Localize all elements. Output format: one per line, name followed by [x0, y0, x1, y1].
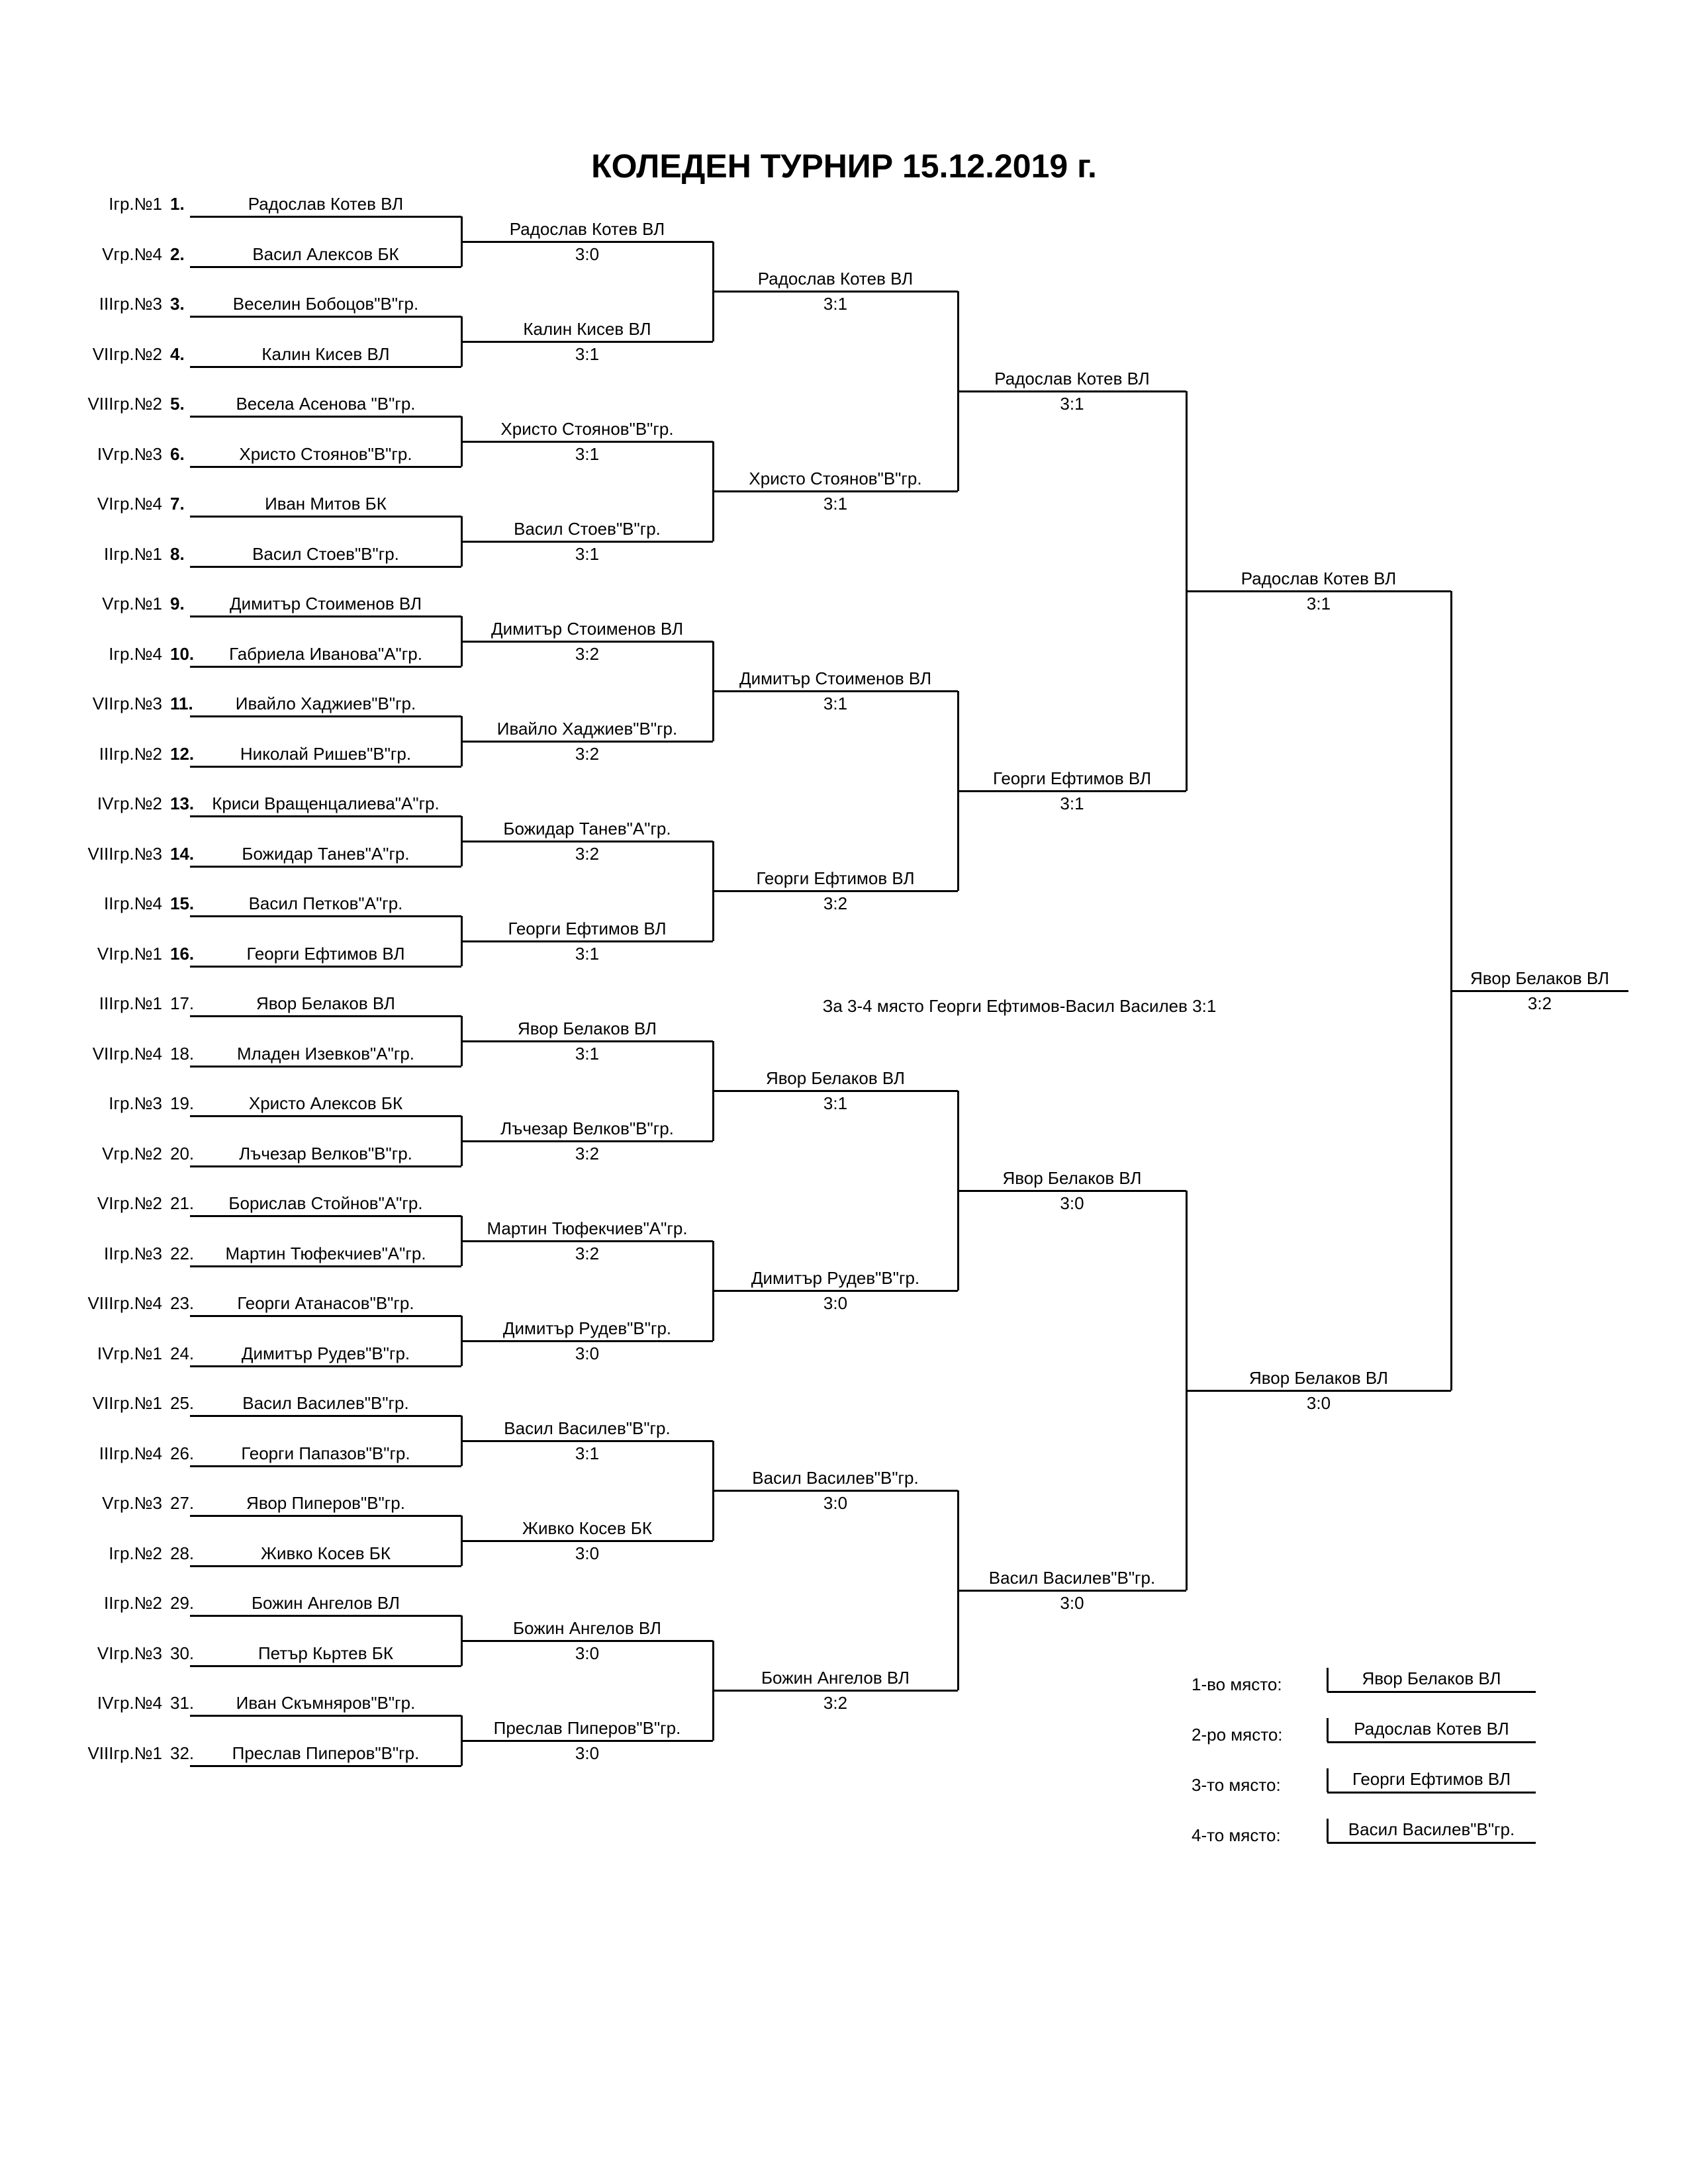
entrant-group: IVгр.№3 [97, 443, 162, 464]
match-winner: Георги Ефтимов ВЛ [992, 768, 1152, 789]
entrant-group: Iгр.№2 [109, 1543, 162, 1563]
bracket-line [461, 1140, 713, 1142]
entrant-group: Iгр.№4 [109, 643, 162, 664]
bracket-line [461, 741, 713, 743]
entrant-number: 25. [170, 1393, 195, 1413]
entrant-group: VIIIгр.№1 [87, 1743, 162, 1763]
third-place-note: За 3-4 място Георги Ефтимов-Васил Василев 3:1 [822, 996, 1217, 1016]
entrant-group: VIIIгр.№4 [87, 1293, 162, 1313]
match-score: 3:0 [575, 1643, 600, 1663]
match-winner: Божин Ангелов ВЛ [512, 1617, 661, 1638]
match-score: 3:2 [823, 1693, 848, 1713]
entrant-group: IIгр.№2 [104, 1593, 162, 1613]
entrant-group: Iгр.№1 [109, 194, 162, 214]
entrant-name: Димитър Стоименов ВЛ [229, 594, 422, 614]
entrant-group: VIгр.№3 [97, 1643, 162, 1663]
entrant-name: Васил Алексов БК [252, 244, 399, 264]
entrant-name: Живко Косев БК [260, 1543, 391, 1563]
bracket-line [461, 1040, 713, 1042]
entrant-name: Борислав Стойнов"А"гр. [228, 1193, 423, 1213]
bracket-line [1327, 1691, 1536, 1693]
bracket-line [190, 1215, 461, 1217]
entrant-name: Лъчезар Велков"В"гр. [239, 1143, 412, 1163]
match-winner: Преслав Пиперов"В"гр. [493, 1717, 681, 1738]
entrant-number: 22. [170, 1243, 195, 1263]
bracket-line [190, 1066, 461, 1068]
placement-label: 1-во място: [1192, 1674, 1282, 1694]
bracket-line [461, 441, 713, 443]
bracket-line [461, 1340, 713, 1342]
entrant-number: 9. [170, 594, 185, 614]
match-winner: Радослав Котев ВЛ [994, 369, 1150, 389]
match-winner: Васил Василев"В"гр. [988, 1568, 1156, 1588]
bracket-line [461, 1740, 713, 1742]
bracket-line [190, 516, 461, 518]
entrant-name: Габриела Иванова"А"гр. [229, 643, 422, 664]
match-score: 3:1 [1306, 594, 1331, 614]
match-score: 3:1 [823, 694, 848, 714]
entrant-number: 1. [170, 194, 185, 214]
entrant-number: 3. [170, 294, 185, 314]
bracket-line [190, 316, 461, 318]
bracket-line [713, 490, 958, 492]
match-winner: Георги Ефтимов ВЛ [756, 868, 915, 889]
entrant-name: Мартин Тюфекчиев"А"гр. [225, 1243, 426, 1263]
entrant-group: VIгр.№4 [97, 494, 162, 514]
entrant-group: VIгр.№1 [97, 943, 162, 964]
entrant-name: Ивайло Хаджиев"В"гр. [235, 694, 416, 713]
placement-label: 2-ро място: [1192, 1725, 1283, 1745]
entrant-number: 32. [170, 1743, 195, 1763]
match-winner: Радослав Котев ВЛ [1241, 569, 1397, 589]
entrant-group: IIIгр.№3 [99, 294, 162, 314]
bracket-line [190, 1415, 461, 1417]
entrant-number: 7. [170, 494, 185, 514]
bracket-line [461, 1240, 713, 1242]
entrant-group: IIIгр.№4 [99, 1443, 162, 1463]
bracket-line [1451, 990, 1628, 992]
placement-label: 3-то място: [1192, 1775, 1281, 1795]
entrant-name: Божин Ангелов ВЛ [251, 1593, 400, 1613]
entrant-number: 20. [170, 1143, 195, 1163]
entrant-group: Vгр.№2 [102, 1143, 162, 1163]
page-title: КОЛЕДЕН ТУРНИР 15.12.2019 г. [591, 148, 1097, 185]
match-winner: Васил Василев"В"гр. [504, 1418, 671, 1438]
match-winner: Божидар Танев"А"гр. [503, 818, 671, 839]
bracket-line [1327, 1741, 1536, 1743]
match-winner: Васил Стоев"В"гр. [514, 518, 661, 539]
match-score: 3:2 [575, 843, 600, 864]
match-winner: Христо Стоянов"В"гр. [749, 469, 922, 489]
match-score: 3:0 [1306, 1393, 1331, 1414]
entrant-name: Васил Василев"В"гр. [242, 1393, 409, 1413]
bracket-line [713, 1690, 958, 1692]
entrant-name: Весела Асенова "В"гр. [236, 394, 416, 414]
match-score: 3:1 [575, 443, 600, 464]
match-winner: Явор Белаков ВЛ [1470, 968, 1609, 989]
match-winner: Ивайло Хаджиев"В"гр. [496, 718, 678, 739]
entrant-number: 19. [170, 1093, 195, 1113]
bracket-line [1186, 1390, 1451, 1392]
bracket-line [1327, 1842, 1536, 1844]
match-winner: Димитър Рудев"В"гр. [502, 1318, 672, 1338]
entrant-name: Васил Петков"А"гр. [248, 893, 403, 913]
entrant-group: VIIIгр.№2 [87, 394, 162, 414]
entrant-number: 31. [170, 1693, 195, 1713]
match-winner: Явор Белаков ВЛ [1002, 1168, 1142, 1189]
match-score: 3:2 [823, 893, 848, 914]
match-winner: Радослав Котев ВЛ [509, 218, 665, 239]
bracket-line [190, 1315, 461, 1317]
bracket-line [190, 566, 461, 568]
entrant-group: VIIгр.№1 [92, 1393, 162, 1413]
entrant-group: VIIгр.№3 [92, 694, 162, 713]
bracket-line [461, 541, 713, 543]
entrant-name: Калин Кисев ВЛ [261, 343, 390, 364]
entrant-group: VIгр.№2 [97, 1193, 162, 1213]
bracket-line [190, 1765, 461, 1767]
match-score: 3:2 [575, 743, 600, 764]
entrant-group: Vгр.№3 [102, 1493, 162, 1513]
match-score: 3:1 [575, 1443, 600, 1463]
entrant-number: 24. [170, 1343, 195, 1363]
match-score: 3:1 [1060, 794, 1084, 814]
bracket-line [958, 1190, 1186, 1192]
entrant-number: 8. [170, 543, 185, 564]
entrant-number: 2. [170, 244, 185, 264]
bracket-line [190, 1115, 461, 1117]
bracket-line [190, 615, 461, 617]
placement-name: Георги Ефтимов ВЛ [1352, 1769, 1511, 1789]
entrant-name: Петър Кьртев БК [258, 1643, 394, 1663]
entrant-number: 29. [170, 1593, 195, 1613]
bracket-line [190, 266, 461, 268]
bracket-line [461, 1440, 713, 1442]
bracket-line [713, 291, 958, 293]
entrant-number: 6. [170, 443, 185, 464]
placement-name: Васил Василев"В"гр. [1348, 1819, 1515, 1839]
entrant-name: Христо Алексов БК [248, 1093, 403, 1113]
entrant-name: Георги Атанасов"В"гр. [237, 1293, 414, 1313]
placement-name: Явор Белаков ВЛ [1362, 1668, 1501, 1688]
bracket-line [190, 366, 461, 368]
bracket-line [1186, 590, 1451, 592]
entrant-group: Vгр.№1 [102, 594, 162, 614]
entrant-group: Iгр.№3 [109, 1093, 162, 1113]
match-score: 3:1 [575, 343, 600, 364]
match-winner: Димитър Стоименов ВЛ [491, 618, 684, 639]
bracket-line [190, 416, 461, 418]
placement-label: 4-то място: [1192, 1825, 1281, 1845]
match-winner: Мартин Тюфекчиев"А"гр. [487, 1218, 688, 1238]
bracket-line [190, 466, 461, 468]
bracket-line [190, 766, 461, 768]
bracket-line [461, 841, 713, 842]
match-winner: Лъчезар Велков"В"гр. [500, 1118, 674, 1138]
bracket-line [713, 1090, 958, 1092]
match-score: 3:2 [575, 1243, 600, 1263]
entrant-group: Vгр.№4 [102, 244, 162, 264]
entrant-number: 18. [170, 1043, 195, 1064]
entrant-number: 13. [170, 794, 195, 813]
match-winner: Христо Стоянов"В"гр. [500, 418, 674, 439]
match-score: 3:0 [575, 244, 600, 264]
match-score: 3:1 [823, 494, 848, 514]
match-winner: Димитър Стоименов ВЛ [739, 668, 932, 689]
match-winner: Божин Ангелов ВЛ [761, 1668, 910, 1688]
bracket-line [190, 1265, 461, 1267]
bracket-line [190, 1665, 461, 1667]
entrant-name: Младен Изевков"А"гр. [237, 1043, 414, 1064]
match-winner: Калин Кисев ВЛ [523, 318, 651, 339]
entrant-name: Явор Белаков ВЛ [256, 993, 395, 1013]
entrant-number: 27. [170, 1493, 195, 1513]
entrant-number: 15. [170, 893, 195, 913]
entrant-number: 12. [170, 743, 195, 764]
entrant-name: Димитър Рудев"В"гр. [241, 1343, 410, 1363]
match-score: 3:2 [575, 643, 600, 664]
entrant-name: Иван Скъмняров"В"гр. [236, 1693, 416, 1713]
entrant-number: 21. [170, 1193, 195, 1213]
bracket-line [190, 866, 461, 868]
entrant-number: 26. [170, 1443, 195, 1463]
bracket-line [1327, 1792, 1536, 1794]
bracket-line [461, 241, 713, 243]
entrant-number: 17. [170, 993, 195, 1013]
match-winner: Явор Белаков ВЛ [765, 1068, 905, 1089]
entrant-group: VIIгр.№2 [92, 343, 162, 364]
bracket-line [958, 790, 1186, 792]
entrant-group: IVгр.№2 [97, 794, 162, 813]
entrant-name: Божидар Танев"А"гр. [242, 843, 410, 864]
match-score: 3:1 [823, 1093, 848, 1114]
bracket-line [190, 915, 461, 917]
entrant-name: Васил Стоев"В"гр. [252, 543, 399, 564]
entrant-name: Веселин Бобоцов"В"гр. [232, 294, 419, 314]
entrant-group: IIIгр.№2 [99, 743, 162, 764]
match-score: 3:0 [575, 1543, 600, 1563]
bracket-line [190, 666, 461, 668]
entrant-number: 4. [170, 343, 185, 364]
bracket-line [190, 1515, 461, 1517]
match-winner: Георги Ефтимов ВЛ [508, 918, 667, 938]
entrant-name: Христо Стоянов"В"гр. [239, 443, 412, 464]
bracket-line [190, 1715, 461, 1717]
entrant-number: 30. [170, 1643, 195, 1663]
entrant-name: Иван Митов БК [265, 494, 387, 514]
match-winner: Явор Белаков ВЛ [517, 1018, 657, 1038]
bracket-line [461, 641, 713, 643]
match-score: 3:0 [575, 1343, 600, 1363]
entrant-group: VIIIгр.№3 [87, 843, 162, 864]
bracket-line [958, 1590, 1186, 1592]
entrant-group: IIIгр.№1 [99, 993, 162, 1013]
entrant-number: 16. [170, 943, 195, 964]
bracket-line [190, 1165, 461, 1167]
match-score: 3:2 [1527, 993, 1552, 1014]
match-score: 3:0 [823, 1293, 848, 1314]
bracket-line [461, 1540, 713, 1542]
bracket-line [713, 1490, 958, 1492]
bracket-line [190, 1565, 461, 1567]
match-winner: Живко Косев БК [522, 1518, 652, 1538]
bracket-line [461, 341, 713, 343]
match-winner: Васил Василев"В"гр. [752, 1468, 919, 1488]
bracket-line [713, 1290, 958, 1292]
bracket-line [190, 966, 461, 968]
entrant-name: Преслав Пиперов"В"гр. [232, 1743, 420, 1763]
entrant-group: VIIгр.№4 [92, 1043, 162, 1064]
bracket-line [713, 890, 958, 892]
match-score: 3:2 [575, 1143, 600, 1163]
match-score: 3:1 [1060, 394, 1084, 414]
bracket-line [190, 1615, 461, 1617]
entrant-group: IIгр.№3 [104, 1243, 162, 1263]
match-score: 3:1 [575, 1043, 600, 1064]
match-score: 3:0 [823, 1493, 848, 1514]
entrant-group: IIгр.№1 [104, 543, 162, 564]
entrant-name: Георги Ефтимов ВЛ [246, 943, 405, 964]
match-score: 3:0 [1060, 1593, 1084, 1614]
bracket-line [461, 1640, 713, 1642]
entrant-number: 5. [170, 394, 185, 414]
bracket-line [190, 216, 461, 218]
match-score: 3:0 [1060, 1193, 1084, 1214]
entrant-name: Радослав Котев ВЛ [248, 194, 404, 214]
entrant-number: 23. [170, 1293, 195, 1313]
bracket-line [190, 1465, 461, 1467]
entrant-name: Явор Пиперов"В"гр. [246, 1493, 405, 1513]
match-score: 3:1 [823, 294, 848, 314]
entrant-name: Николай Ришев"В"гр. [240, 743, 412, 764]
bracket-line [190, 1365, 461, 1367]
bracket-line [190, 815, 461, 817]
match-score: 3:1 [575, 543, 600, 564]
entrant-number: 10. [170, 643, 195, 664]
entrant-group: IVгр.№1 [97, 1343, 162, 1363]
match-winner: Явор Белаков ВЛ [1248, 1368, 1388, 1388]
entrant-name: Криси Вращенцалиева"А"гр. [212, 794, 440, 813]
entrant-name: Георги Папазов"В"гр. [241, 1443, 410, 1463]
entrant-group: IVгр.№4 [97, 1693, 162, 1713]
entrant-number: 14. [170, 843, 195, 864]
match-score: 3:1 [575, 943, 600, 964]
match-score: 3:0 [575, 1743, 600, 1763]
entrant-number: 28. [170, 1543, 195, 1563]
entrant-group: IIгр.№4 [104, 893, 162, 913]
match-winner: Радослав Котев ВЛ [757, 269, 914, 289]
match-winner: Димитър Рудев"В"гр. [751, 1268, 920, 1289]
bracket-line [461, 940, 713, 942]
bracket-line [958, 390, 1186, 392]
bracket-line [190, 715, 461, 717]
entrant-number: 11. [170, 694, 193, 713]
bracket-line [713, 690, 958, 692]
bracket-line [190, 1015, 461, 1017]
placement-name: Радослав Котев ВЛ [1354, 1719, 1509, 1739]
